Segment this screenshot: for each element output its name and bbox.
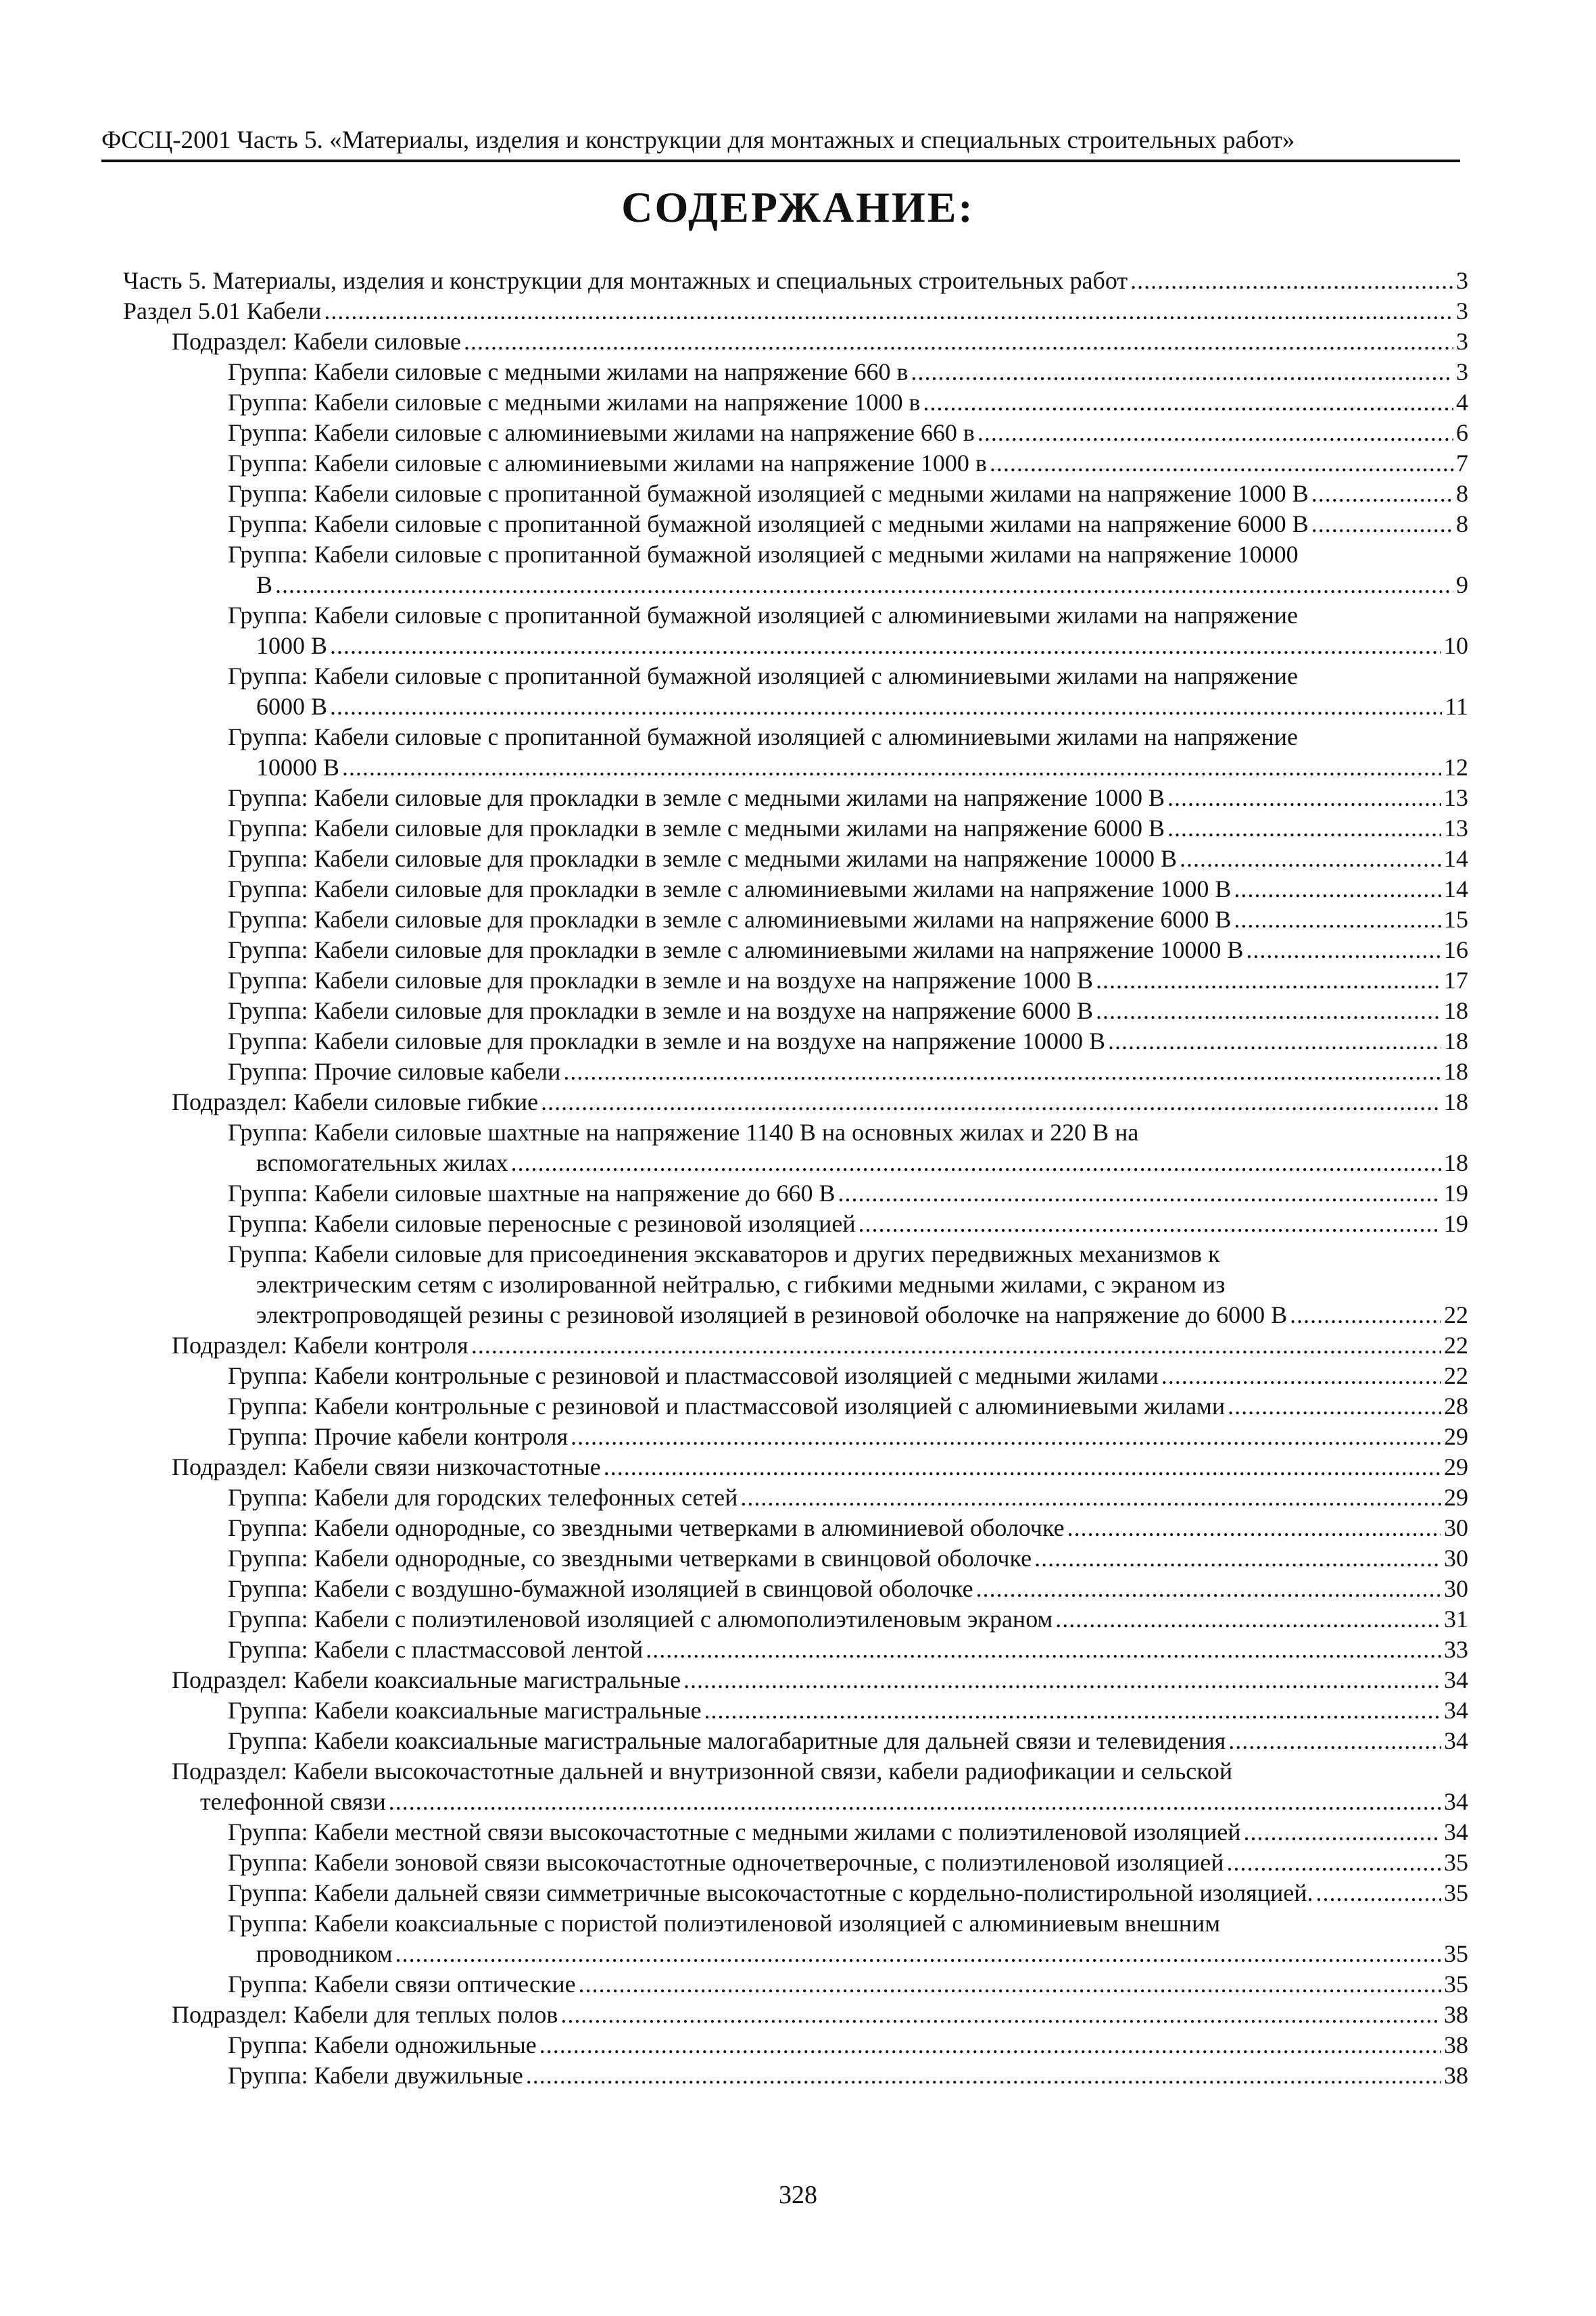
toc-entry[interactable] bbox=[123, 1908, 1468, 1969]
toc-entry[interactable] bbox=[123, 1665, 1468, 1695]
toc-page-number: 18 bbox=[1444, 1058, 1468, 1085]
toc-page-number: 4 bbox=[1456, 389, 1468, 416]
dot-leader bbox=[1311, 479, 1453, 509]
dot-leader bbox=[1290, 1300, 1441, 1330]
toc-entry[interactable] bbox=[123, 722, 1468, 783]
toc-entry[interactable] bbox=[123, 1087, 1468, 1117]
toc-entry[interactable] bbox=[123, 844, 1468, 874]
toc-page-number: 38 bbox=[1444, 2031, 1468, 2058]
dot-leader bbox=[977, 418, 1453, 448]
toc-page-number: 30 bbox=[1444, 1575, 1468, 1602]
dot-leader bbox=[1246, 935, 1441, 965]
dot-leader bbox=[1067, 1513, 1441, 1543]
toc-entry-text: Группа: Кабели силовые с пропитанной бумажной изоляцией с алюминиевыми жилами на напряжение bbox=[228, 602, 1299, 629]
toc-entry-text: Группа: Кабели силовые шахтные на напряжение 1140 В на основных жилах и 220 В на bbox=[228, 1119, 1139, 1146]
toc-entry-text: Группа: Кабели силовые для прокладки в земле с алюминиевыми жилами на напряжение 1000 В bbox=[228, 875, 1232, 902]
toc-page-number: 19 bbox=[1444, 1180, 1468, 1207]
dot-leader bbox=[1096, 996, 1441, 1026]
toc-entry[interactable] bbox=[123, 1452, 1468, 1482]
toc-entry-text: Группа: Кабели силовые шахтные на напряжение до 660 В bbox=[228, 1180, 836, 1207]
toc-entry[interactable] bbox=[123, 509, 1468, 539]
toc-page-number: 29 bbox=[1444, 1453, 1468, 1480]
toc-entry[interactable] bbox=[123, 935, 1468, 965]
toc-entry-text: телефонной связи bbox=[200, 1788, 386, 1815]
toc-entry-text: Группа: Кабели силовые с пропитанной бумажной изоляцией с алюминиевыми жилами на напряжение bbox=[228, 662, 1299, 690]
toc-entry[interactable] bbox=[123, 813, 1468, 844]
toc-entry[interactable] bbox=[123, 266, 1468, 296]
dot-leader bbox=[579, 1969, 1441, 2000]
dot-leader bbox=[1055, 1604, 1441, 1635]
toc-entry[interactable] bbox=[123, 1726, 1468, 1756]
toc-entry[interactable] bbox=[123, 1817, 1468, 1848]
toc-entry-text: Группа: Кабели силовые для прокладки в земле с алюминиевыми жилами на напряжение 10000 В bbox=[228, 936, 1244, 963]
toc-page-number: 8 bbox=[1456, 480, 1468, 507]
dot-leader bbox=[1034, 1543, 1441, 1574]
toc-entry[interactable] bbox=[123, 2000, 1468, 2030]
dot-leader bbox=[395, 1939, 1441, 1969]
toc-page-number: 34 bbox=[1444, 1666, 1468, 1693]
toc-entry[interactable] bbox=[123, 1361, 1468, 1391]
toc-entry[interactable] bbox=[123, 479, 1468, 509]
toc-entry[interactable] bbox=[123, 1604, 1468, 1635]
toc-entry-text: Группа: Кабели дальней связи симметричные высокочастотные с кордельно-полистирольной изоляцией. bbox=[228, 1879, 1313, 1906]
toc-page-number: 18 bbox=[1444, 1028, 1468, 1055]
toc-page-number: 3 bbox=[1456, 358, 1468, 385]
dot-leader bbox=[646, 1635, 1441, 1665]
toc-page-number: 35 bbox=[1444, 1879, 1468, 1906]
toc-entry-text: электрическим сетям с изолированной нейтралью, с гибкими медными жилами, с экраном из bbox=[256, 1271, 1226, 1298]
dot-leader bbox=[1167, 783, 1441, 813]
dot-leader bbox=[1228, 1726, 1441, 1756]
toc-page-number: 13 bbox=[1444, 784, 1468, 811]
dot-leader bbox=[838, 1178, 1441, 1209]
toc-entry-text: Группа: Кабели коаксиальные с пористой полиэтиленовой изоляцией с алюминиевым внешним bbox=[228, 1910, 1221, 1937]
toc-entry[interactable] bbox=[123, 1635, 1468, 1665]
toc-page-number: 33 bbox=[1444, 1636, 1468, 1663]
dot-leader bbox=[1096, 965, 1441, 996]
toc-page-number: 14 bbox=[1444, 845, 1468, 872]
toc-entry[interactable] bbox=[123, 539, 1468, 600]
toc-entry[interactable] bbox=[123, 1695, 1468, 1726]
dot-leader bbox=[563, 1057, 1441, 1087]
dot-leader bbox=[330, 692, 1442, 722]
toc-entry[interactable] bbox=[123, 1574, 1468, 1604]
toc-page-number: 34 bbox=[1444, 1697, 1468, 1724]
toc-page-number: 35 bbox=[1444, 1940, 1468, 1967]
toc-entry-text: Группа: Кабели местной связи высокочастотные с медными жилами с полиэтиленовой изоляцией bbox=[228, 1818, 1241, 1845]
dot-leader bbox=[604, 1452, 1441, 1482]
toc-entry-text: Группа: Кабели силовые для прокладки в земле и на воздухе на напряжение 6000 В bbox=[228, 997, 1094, 1024]
toc-entry[interactable] bbox=[123, 904, 1468, 935]
toc-page-number: 22 bbox=[1444, 1362, 1468, 1389]
toc-entry-text: Раздел 5.01 Кабели bbox=[123, 297, 322, 324]
toc-entry-text: 1000 В bbox=[256, 632, 328, 659]
toc-entry-text: Группа: Кабели силовые для прокладки в земле и на воздухе на напряжение 1000 В bbox=[228, 967, 1094, 994]
toc-entry[interactable] bbox=[123, 387, 1468, 418]
toc-page-number: 13 bbox=[1444, 815, 1468, 842]
toc-entry-text: Группа: Кабели силовые для прокладки в земле с медными жилами на напряжение 10000 В bbox=[228, 845, 1177, 872]
toc-entry-text: Подраздел: Кабели для теплых полов bbox=[172, 2001, 558, 2028]
dot-leader bbox=[1234, 904, 1441, 935]
dot-leader bbox=[1130, 266, 1453, 296]
toc-entry-text: Группа: Кабели силовые для прокладки в земле с алюминиевыми жилами на напряжение 6000 В bbox=[228, 906, 1232, 933]
toc-entry-text: Группа: Кабели силовые с пропитанной бумажной изоляцией с медными жилами на напряжение 1000 В bbox=[228, 480, 1309, 507]
toc-entry-text: Подраздел: Кабели силовые bbox=[172, 328, 462, 355]
toc-entry[interactable] bbox=[123, 1513, 1468, 1543]
page-number: 328 bbox=[779, 2181, 817, 2209]
toc-entry-text: Группа: Кабели силовые с пропитанной бумажной изоляцией с алюминиевыми жилами на напряжение bbox=[228, 723, 1299, 750]
toc-entry-text: Подраздел: Кабели коаксиальные магистральные bbox=[172, 1666, 681, 1693]
toc-page-number: 22 bbox=[1444, 1332, 1468, 1359]
dot-leader bbox=[539, 2030, 1441, 2060]
toc-page-number: 8 bbox=[1456, 510, 1468, 537]
toc-page-number: 18 bbox=[1444, 1149, 1468, 1176]
toc-entry[interactable] bbox=[123, 1178, 1468, 1209]
dot-leader bbox=[859, 1209, 1441, 1239]
dot-leader bbox=[1180, 844, 1441, 874]
toc-entry-text: Группа: Кабели силовые с медными жилами на напряжение 1000 в bbox=[228, 389, 921, 416]
toc-entry-text: Подраздел: Кабели контроля bbox=[172, 1332, 468, 1359]
toc-page-number: 3 bbox=[1456, 328, 1468, 355]
toc-page-number: 34 bbox=[1444, 1788, 1468, 1815]
toc-entry-text: Группа: Кабели однородные, со звездными четверками в алюминиевой оболочке bbox=[228, 1514, 1065, 1541]
toc-entry-text: Часть 5. Материалы, изделия и конструкции для монтажных и специальных строительных работ bbox=[123, 267, 1128, 294]
toc-entry-text: 6000 В bbox=[256, 693, 328, 720]
toc-entry-text: электропроводящей резины с резиновой изоляцией в резиновой оболочке на напряжение до 6000 В bbox=[256, 1301, 1288, 1328]
dot-leader bbox=[464, 327, 1453, 357]
toc-entry[interactable] bbox=[123, 996, 1468, 1026]
toc-page-number: 18 bbox=[1444, 997, 1468, 1024]
dot-leader bbox=[1228, 1391, 1441, 1422]
dot-leader bbox=[976, 1574, 1441, 1604]
toc-entry-text: Группа: Кабели с воздушно-бумажной изоляцией в свинцовой оболочке bbox=[228, 1575, 973, 1602]
toc-entry[interactable] bbox=[123, 2030, 1468, 2060]
toc-page-number: 34 bbox=[1444, 1818, 1468, 1845]
toc-page-number: 12 bbox=[1444, 754, 1468, 781]
dot-leader bbox=[1234, 874, 1441, 904]
toc-page-number: 6 bbox=[1456, 419, 1468, 446]
running-header: ФССЦ-2001 Часть 5. «Материалы, изделия и конструкции для монтажных и специальных строительных работ» bbox=[101, 123, 1460, 162]
toc-entry[interactable] bbox=[123, 600, 1468, 661]
toc-page-number: 30 bbox=[1444, 1514, 1468, 1541]
toc-page-number: 14 bbox=[1444, 875, 1468, 902]
dot-leader bbox=[275, 570, 1453, 600]
toc-page-number: 38 bbox=[1444, 2001, 1468, 2028]
toc-page-number: 29 bbox=[1444, 1423, 1468, 1450]
toc-entry[interactable] bbox=[123, 1239, 1468, 1330]
toc-page-number: 17 bbox=[1444, 967, 1468, 994]
toc-entry-text: Группа: Кабели одножильные bbox=[228, 2031, 537, 2058]
dot-leader bbox=[511, 1148, 1441, 1178]
dot-leader bbox=[911, 357, 1453, 387]
toc-page-number: 16 bbox=[1444, 936, 1468, 963]
toc-entry-text: Группа: Кабели силовые для прокладки в земле с медными жилами на напряжение 6000 В bbox=[228, 815, 1165, 842]
dot-leader bbox=[683, 1665, 1441, 1695]
toc-page-number: 9 bbox=[1456, 571, 1468, 598]
toc-page-number: 10 bbox=[1444, 632, 1468, 659]
toc-entry[interactable] bbox=[123, 1057, 1468, 1087]
toc-entry[interactable] bbox=[123, 1422, 1468, 1452]
toc-entry-text: Группа: Кабели для городских телефонных сетей bbox=[228, 1484, 738, 1511]
toc-entry-text: Группа: Кабели силовые с алюминиевыми жилами на напряжение 1000 в bbox=[228, 450, 987, 477]
dot-leader bbox=[1243, 1817, 1441, 1848]
toc-entry-text: Группа: Кабели силовые с пропитанной бумажной изоляцией с медными жилами на напряжение 6000 В bbox=[228, 510, 1309, 537]
toc-entry[interactable] bbox=[123, 1878, 1468, 1908]
toc-entry-text: Группа: Кабели силовые с алюминиевыми жилами на напряжение 660 в bbox=[228, 419, 975, 446]
toc-entry[interactable] bbox=[123, 661, 1468, 722]
dot-leader bbox=[571, 1422, 1441, 1452]
dot-leader bbox=[1226, 1848, 1441, 1878]
toc-entry[interactable] bbox=[123, 327, 1468, 357]
dot-leader bbox=[990, 448, 1453, 479]
toc-entry-text: Группа: Кабели силовые для прокладки в земле и на воздухе на напряжение 10000 В bbox=[228, 1028, 1106, 1055]
toc-page-number: 3 bbox=[1456, 267, 1468, 294]
dot-leader bbox=[923, 387, 1453, 418]
dot-leader bbox=[389, 1787, 1441, 1817]
toc-entry-text: Группа: Кабели коаксиальные магистральные малогабаритные для дальней связи и телевидения bbox=[228, 1727, 1226, 1754]
dot-leader bbox=[526, 2060, 1441, 2091]
dot-leader bbox=[1108, 1026, 1441, 1057]
toc-page-number: 35 bbox=[1444, 1849, 1468, 1876]
dot-leader bbox=[471, 1330, 1441, 1361]
toc-entry-text: Группа: Кабели связи оптические bbox=[228, 1971, 576, 1998]
toc-page-number: 30 bbox=[1444, 1545, 1468, 1572]
toc-entry-text: Группа: Кабели контрольные с резиновой и пластмассовой изоляцией с медными жилами bbox=[228, 1362, 1159, 1389]
dot-leader bbox=[324, 296, 1453, 327]
toc-entry[interactable] bbox=[123, 418, 1468, 448]
toc-page-number: 29 bbox=[1444, 1484, 1468, 1511]
toc-entry[interactable] bbox=[123, 2060, 1468, 2091]
toc-entry-text: Группа: Кабели контрольные с резиновой и пластмассовой изоляцией с алюминиевыми жилами bbox=[228, 1393, 1226, 1420]
toc-page-number: 22 bbox=[1444, 1301, 1468, 1328]
toc-entry-text: В bbox=[256, 571, 273, 598]
dot-leader bbox=[330, 631, 1441, 661]
toc-entry-text: вспомогательных жилах bbox=[256, 1149, 508, 1176]
toc-entry-text: Группа: Кабели коаксиальные магистральные bbox=[228, 1697, 702, 1724]
toc-entry[interactable] bbox=[123, 874, 1468, 904]
toc-entry-text: Подраздел: Кабели силовые гибкие bbox=[172, 1088, 539, 1115]
toc-entry-text: Группа: Кабели силовые для присоединения экскаваторов и других передвижных механизмов к bbox=[228, 1240, 1220, 1268]
toc-entry-text: Группа: Кабели силовые с медными жилами на напряжение 660 в bbox=[228, 358, 909, 385]
toc-entry-text: Группа: Кабели силовые для прокладки в земле с медными жилами на напряжение 1000 В bbox=[228, 784, 1165, 811]
toc-entry-text: Группа: Кабели с пластмассовой лентой bbox=[228, 1636, 644, 1663]
toc-entry[interactable] bbox=[123, 1330, 1468, 1361]
toc-entry-text: Группа: Кабели силовые с пропитанной бумажной изоляцией с медными жилами на напряжение 10000 bbox=[228, 541, 1299, 568]
toc-entry-text: Группа: Прочие силовые кабели bbox=[228, 1058, 561, 1085]
dot-leader bbox=[704, 1695, 1441, 1726]
toc-page-number: 35 bbox=[1444, 1971, 1468, 1998]
toc-entry[interactable] bbox=[123, 296, 1468, 327]
toc-entry[interactable] bbox=[123, 965, 1468, 996]
toc-entry-text: Группа: Кабели с полиэтиленовой изоляцией с алюмополиэтиленовым экраном bbox=[228, 1606, 1053, 1633]
toc-entry[interactable] bbox=[123, 1482, 1468, 1513]
toc-entry[interactable] bbox=[123, 1756, 1468, 1817]
toc-page-number: 18 bbox=[1444, 1088, 1468, 1115]
toc-entry[interactable] bbox=[123, 1969, 1468, 2000]
toc-entry-text: проводником bbox=[256, 1940, 393, 1967]
page-title: СОДЕРЖАНИЕ: bbox=[621, 183, 975, 231]
toc-entry-text: Группа: Кабели силовые переносные с резиновой изоляцией bbox=[228, 1210, 856, 1237]
toc-entry[interactable] bbox=[123, 1848, 1468, 1878]
toc-entry-text: Подраздел: Кабели связи низкочастотные bbox=[172, 1453, 601, 1480]
toc-page-number: 34 bbox=[1444, 1727, 1468, 1754]
toc-entry[interactable] bbox=[123, 1391, 1468, 1422]
toc-page-number: 11 bbox=[1445, 693, 1468, 720]
toc-entry[interactable] bbox=[123, 783, 1468, 813]
dot-leader bbox=[342, 752, 1441, 783]
toc-page-number: 7 bbox=[1456, 450, 1468, 477]
toc-entry[interactable] bbox=[123, 357, 1468, 387]
toc-page-number: 15 bbox=[1444, 906, 1468, 933]
dot-leader bbox=[1316, 1878, 1442, 1908]
dot-leader bbox=[560, 2000, 1441, 2030]
toc-page-number: 28 bbox=[1444, 1393, 1468, 1420]
dot-leader bbox=[541, 1087, 1441, 1117]
toc-entry-text: Группа: Кабели двужильные bbox=[228, 2062, 523, 2089]
toc-entry[interactable] bbox=[123, 1026, 1468, 1057]
toc-entry-text: Подраздел: Кабели высокочастотные дальней и внутризонной связи, кабели радиофикации и сельской bbox=[172, 1758, 1233, 1785]
toc-entry-text: Группа: Кабели однородные, со звездными четверками в свинцовой оболочке bbox=[228, 1545, 1032, 1572]
dot-leader bbox=[740, 1482, 1441, 1513]
toc-entry-text: 10000 В bbox=[256, 754, 340, 781]
table-of-contents bbox=[123, 266, 1468, 2091]
dot-leader bbox=[1161, 1361, 1441, 1391]
toc-page-number: 3 bbox=[1456, 297, 1468, 324]
toc-entry[interactable] bbox=[123, 1209, 1468, 1239]
toc-page-number: 31 bbox=[1444, 1606, 1468, 1633]
toc-entry[interactable] bbox=[123, 1543, 1468, 1574]
dot-leader bbox=[1167, 813, 1441, 844]
toc-entry-text: Группа: Прочие кабели контроля bbox=[228, 1423, 569, 1450]
toc-entry[interactable] bbox=[123, 448, 1468, 479]
toc-entry-text: Группа: Кабели зоновой связи высокочастотные одночетверочные, с полиэтиленовой изоляцией bbox=[228, 1849, 1224, 1876]
toc-entry[interactable] bbox=[123, 1117, 1468, 1178]
dot-leader bbox=[1311, 509, 1453, 539]
toc-page-number: 38 bbox=[1444, 2062, 1468, 2089]
toc-page-number: 19 bbox=[1444, 1210, 1468, 1237]
